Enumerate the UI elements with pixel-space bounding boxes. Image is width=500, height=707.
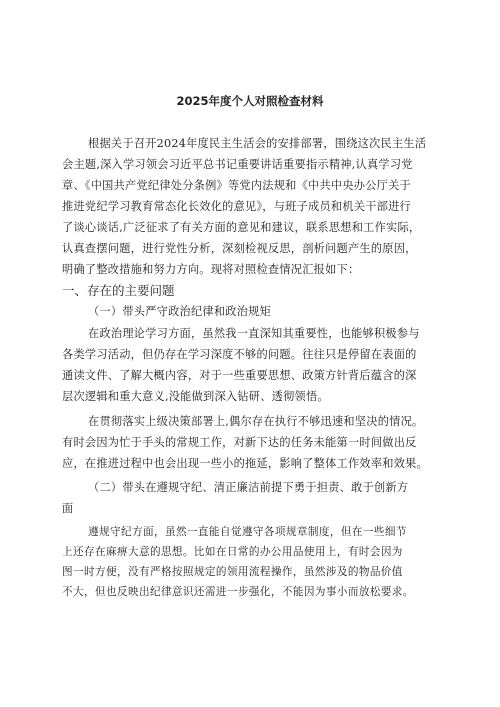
document-title: 2025年度个人对照检查材料	[176, 94, 324, 108]
section-heading: 一、存在的主要问题	[62, 283, 175, 298]
subsection-heading: （二）带头在遵规守纪、清正廉洁前提下勇于担责、敢于创新方	[88, 481, 409, 494]
intro-line: 明确了整改措施和努力方向。现将对照检查情况汇报如下：	[62, 263, 360, 276]
intro-line: 章、《中国共产党纪律处分条例》等党内法规和《中共中央办公厅关于	[62, 179, 411, 192]
paragraph-line: 在贯彻落实上级决策部署上,偶尔存在执行不够迅速和坚决的情况。	[88, 415, 424, 428]
subsection-heading: （一）带头严守政治纪律和政治规矩	[88, 305, 272, 318]
paragraph-line: 上还存在麻痹大意的思想。比如在日常的办公用品使用上，有时会因为	[62, 546, 403, 558]
paragraph-line: 各类学习活动，但仍存在学习深度不够的问题。往往只是停留在表面的	[62, 348, 417, 361]
paragraph-line: 有时会因为忙于手头的常规工作，对新下达的任务未能第一时间做出反	[62, 436, 417, 449]
intro-line: 根据关于召开2024年度民主生活会的安排部署，围绕这次民主生活	[88, 137, 427, 150]
paragraph-line: 应，在推进过程中也会出现一些小的拖延，影响了整体工作效率和效果。	[62, 457, 429, 470]
intro-line: 会主题,深入学习领会习近平总书记重要讲话重要指示精神,认真学习党	[62, 158, 413, 171]
paragraph-line: 遵规守纪方面，虽然一直能自觉遵守各项规章制度，但在一些细节	[88, 526, 407, 538]
paragraph-line: 在政治理论学习方面，虽然我一直深知其重要性，也能够积极参与	[88, 327, 420, 340]
intro-line: 认真查摆问题，进行党性分析，深刻检视反思，剖析问题产生的原因，	[62, 242, 417, 255]
intro-line: 推进党纪学习教育常态化长效化的意见》，与班子成员和机关干部进行	[62, 200, 411, 213]
paragraph-line: 层次逻辑和重大意义,没能做到深入钻研、透彻领悟。	[62, 390, 329, 403]
intro-line: 了谈心谈话,广泛征求了有关方面的意见和建议，联系思想和工作实际，	[62, 221, 421, 234]
paragraph-line: 通读文件、了解大概内容，对于一些重要思想、政策方针背后蕴含的深	[62, 369, 417, 382]
subsection-heading-continued: 面	[62, 502, 74, 515]
paragraph-line: 不大，但也反映出纪律意识还需进一步强化，不能因为事小而放松要求。	[62, 586, 414, 598]
paragraph-line: 图一时方便，没有严格按照规定的领用流程操作，虽然涉及的物品价值	[62, 566, 403, 578]
